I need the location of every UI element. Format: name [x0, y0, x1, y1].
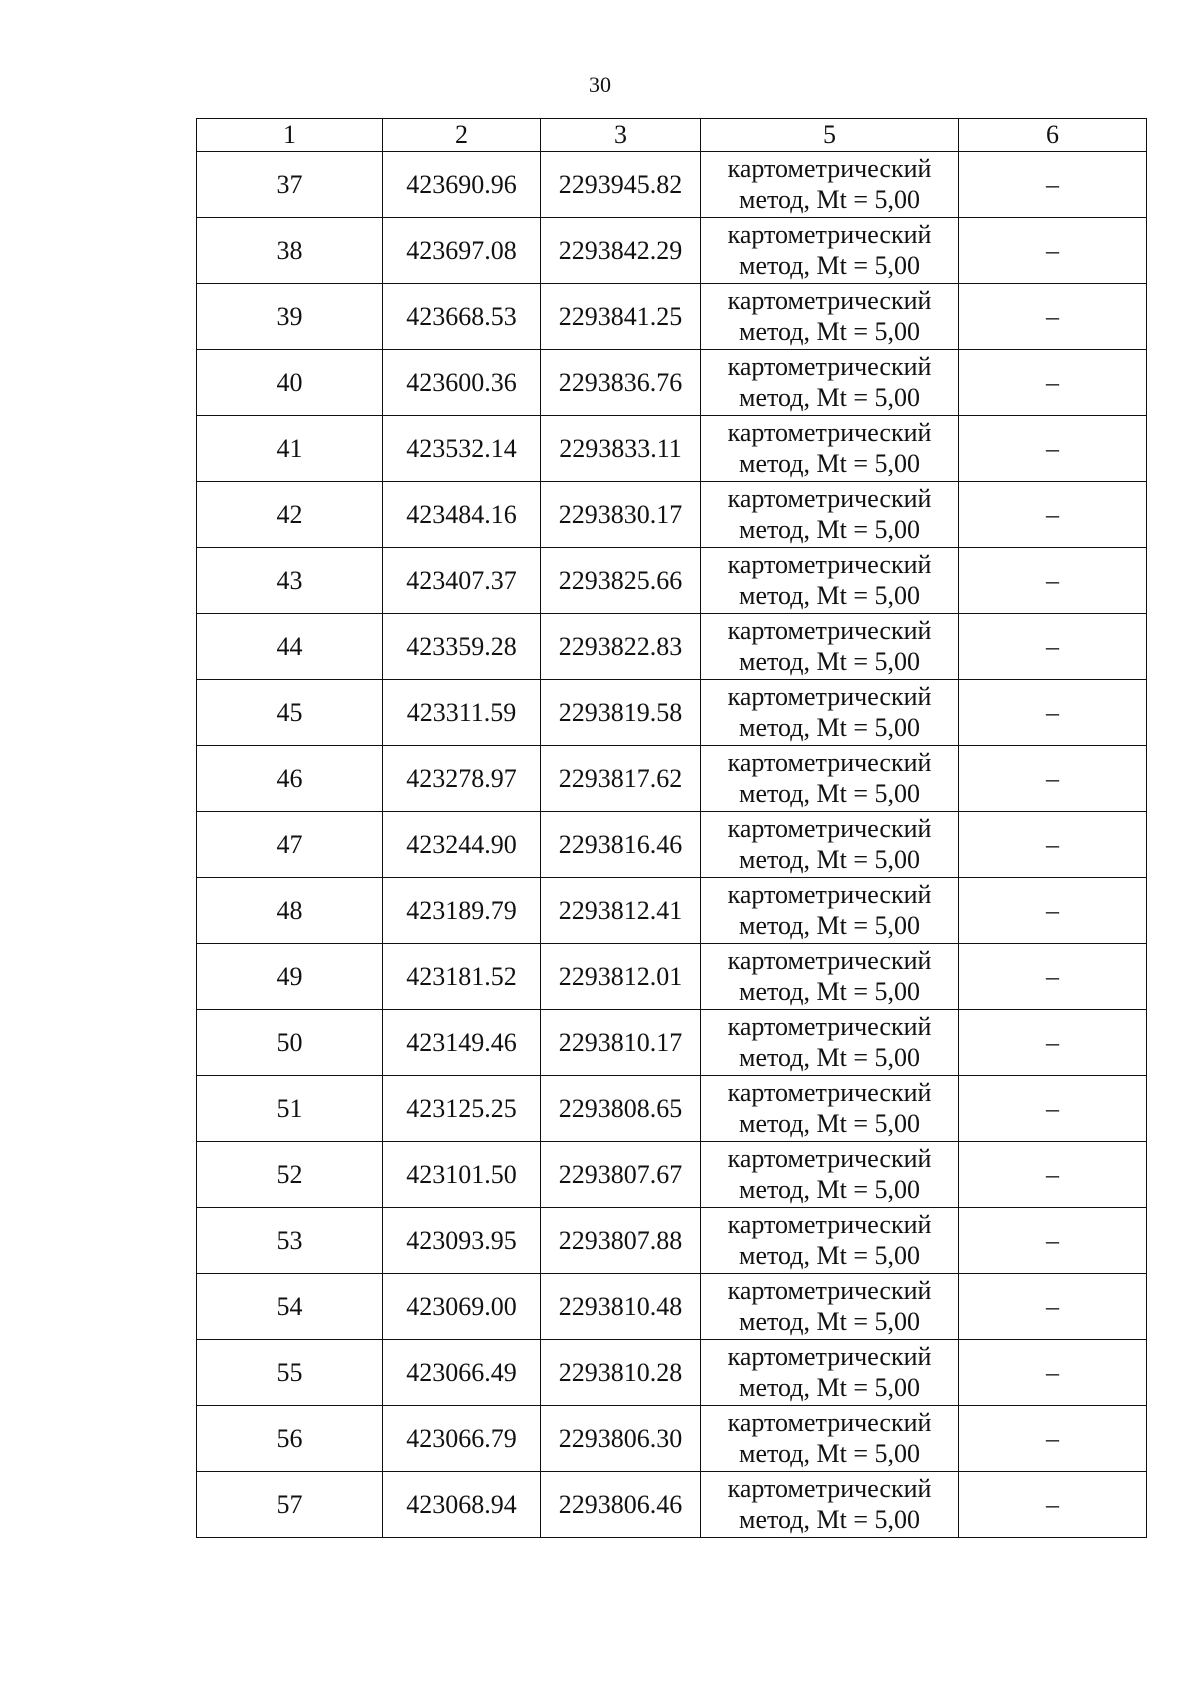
point-number-cell: 50: [197, 1010, 383, 1076]
method-text: [728, 1341, 932, 1403]
point-number-cell: 49: [197, 944, 383, 1010]
header-row: [197, 119, 1147, 152]
method-line-1: картометрический: [727, 1342, 932, 1371]
table-row: [197, 152, 1147, 218]
method-line-2: метод, Mt = 5,00: [739, 251, 920, 280]
method-line-2: метод, Mt = 5,00: [739, 713, 920, 742]
method-line-1: картометрический: [727, 1210, 932, 1239]
note-cell: [959, 1406, 1147, 1472]
coordinates-table: [196, 118, 1147, 1538]
method-line-2: метод, Mt = 5,00: [739, 1505, 920, 1534]
header-col-3: 3: [541, 119, 701, 152]
method-cell: [701, 482, 959, 548]
note-dash: –: [1046, 631, 1059, 661]
table-row: [197, 284, 1147, 350]
y-coordinate-cell: 2293945.82: [541, 152, 701, 218]
x-coordinate-cell: 423181.52: [383, 944, 541, 1010]
method-cell: [701, 284, 959, 350]
y-coordinate-cell: 2293806.30: [541, 1406, 701, 1472]
method-line-1: картометрический: [727, 1474, 932, 1503]
header-col-1: 1: [197, 119, 383, 152]
note-cell: [959, 548, 1147, 614]
method-text: [728, 879, 932, 941]
note-dash: –: [1046, 433, 1059, 463]
method-cell: [701, 812, 959, 878]
method-text: [728, 417, 932, 479]
method-line-1: картометрический: [727, 1078, 932, 1107]
point-number-cell: 44: [197, 614, 383, 680]
point-number-cell: 52: [197, 1142, 383, 1208]
note-cell: [959, 416, 1147, 482]
method-line-1: картометрический: [727, 682, 932, 711]
method-cell: [701, 350, 959, 416]
table-row: [197, 1076, 1147, 1142]
point-number-cell: 37: [197, 152, 383, 218]
point-number-cell: 41: [197, 416, 383, 482]
method-cell: [701, 548, 959, 614]
note-dash: –: [1046, 1357, 1059, 1387]
y-coordinate-cell: 2293833.11: [541, 416, 701, 482]
note-dash: –: [1046, 301, 1059, 331]
method-line-2: метод, Mt = 5,00: [739, 515, 920, 544]
method-line-2: метод, Mt = 5,00: [739, 581, 920, 610]
point-number-cell: 54: [197, 1274, 383, 1340]
x-coordinate-cell: 423311.59: [383, 680, 541, 746]
x-coordinate-cell: 423278.97: [383, 746, 541, 812]
method-cell: [701, 746, 959, 812]
x-coordinate-cell: 423066.49: [383, 1340, 541, 1406]
note-cell: [959, 812, 1147, 878]
note-dash: –: [1046, 829, 1059, 859]
method-line-1: картометрический: [727, 286, 932, 315]
method-text: [728, 1407, 932, 1469]
method-line-2: метод, Mt = 5,00: [739, 185, 920, 214]
y-coordinate-cell: 2293812.01: [541, 944, 701, 1010]
method-text: [728, 153, 932, 215]
note-dash: –: [1046, 961, 1059, 991]
header-col-6: 6: [959, 119, 1147, 152]
note-cell: [959, 284, 1147, 350]
table-row: [197, 1340, 1147, 1406]
method-text: [728, 351, 932, 413]
table-row: [197, 350, 1147, 416]
y-coordinate-cell: 2293810.28: [541, 1340, 701, 1406]
method-line-1: картометрический: [727, 1144, 932, 1173]
point-number-cell: 51: [197, 1076, 383, 1142]
method-cell: [701, 218, 959, 284]
page-number: 30: [589, 72, 611, 97]
table-row: [197, 1406, 1147, 1472]
x-coordinate-cell: 423668.53: [383, 284, 541, 350]
method-cell: [701, 1472, 959, 1538]
y-coordinate-cell: 2293806.46: [541, 1472, 701, 1538]
table-row: [197, 680, 1147, 746]
method-line-1: картометрический: [727, 154, 932, 183]
table-row: [197, 1472, 1147, 1538]
x-coordinate-cell: 423600.36: [383, 350, 541, 416]
method-line-2: метод, Mt = 5,00: [739, 977, 920, 1006]
x-coordinate-cell: 423066.79: [383, 1406, 541, 1472]
table-body: [197, 152, 1147, 1538]
method-line-2: метод, Mt = 5,00: [739, 779, 920, 808]
x-coordinate-cell: 423093.95: [383, 1208, 541, 1274]
note-cell: [959, 1076, 1147, 1142]
method-line-1: картометрический: [727, 484, 932, 513]
point-number-cell: 53: [197, 1208, 383, 1274]
point-number-cell: 38: [197, 218, 383, 284]
method-cell: [701, 152, 959, 218]
note-cell: [959, 1274, 1147, 1340]
point-number-cell: 55: [197, 1340, 383, 1406]
method-line-1: картометрический: [727, 550, 932, 579]
point-number-cell: 39: [197, 284, 383, 350]
note-cell: [959, 1142, 1147, 1208]
x-coordinate-cell: 423068.94: [383, 1472, 541, 1538]
method-cell: [701, 1208, 959, 1274]
y-coordinate-cell: 2293812.41: [541, 878, 701, 944]
table-row: [197, 1142, 1147, 1208]
method-cell: [701, 680, 959, 746]
x-coordinate-cell: 423359.28: [383, 614, 541, 680]
method-text: [728, 681, 932, 743]
note-dash: –: [1046, 367, 1059, 397]
point-number-cell: 43: [197, 548, 383, 614]
table-row: [197, 218, 1147, 284]
method-cell: [701, 1076, 959, 1142]
method-cell: [701, 1274, 959, 1340]
y-coordinate-cell: 2293807.67: [541, 1142, 701, 1208]
method-text: [728, 1143, 932, 1205]
x-coordinate-cell: 423189.79: [383, 878, 541, 944]
note-cell: [959, 1340, 1147, 1406]
table-row: [197, 482, 1147, 548]
point-number-cell: 56: [197, 1406, 383, 1472]
table-row: [197, 1010, 1147, 1076]
point-number-cell: 47: [197, 812, 383, 878]
method-line-2: метод, Mt = 5,00: [739, 911, 920, 940]
method-text: [728, 1275, 932, 1337]
note-dash: –: [1046, 697, 1059, 727]
method-text: [728, 747, 932, 809]
method-line-2: метод, Mt = 5,00: [739, 1109, 920, 1138]
x-coordinate-cell: 423697.08: [383, 218, 541, 284]
y-coordinate-cell: 2293810.48: [541, 1274, 701, 1340]
y-coordinate-cell: 2293817.62: [541, 746, 701, 812]
method-cell: [701, 614, 959, 680]
note-dash: –: [1046, 235, 1059, 265]
table-row: [197, 746, 1147, 812]
note-dash: –: [1046, 895, 1059, 925]
method-line-2: метод, Mt = 5,00: [739, 1241, 920, 1270]
y-coordinate-cell: 2293842.29: [541, 218, 701, 284]
method-cell: [701, 944, 959, 1010]
method-line-1: картометрический: [727, 352, 932, 381]
point-number-cell: 40: [197, 350, 383, 416]
method-line-1: картометрический: [727, 418, 932, 447]
method-line-2: метод, Mt = 5,00: [739, 1307, 920, 1336]
note-cell: [959, 1472, 1147, 1538]
note-cell: [959, 1010, 1147, 1076]
method-line-2: метод, Mt = 5,00: [739, 317, 920, 346]
y-coordinate-cell: 2293816.46: [541, 812, 701, 878]
y-coordinate-cell: 2293819.58: [541, 680, 701, 746]
method-line-2: метод, Mt = 5,00: [739, 845, 920, 874]
method-line-2: метод, Mt = 5,00: [739, 1373, 920, 1402]
header-col-2: 2: [383, 119, 541, 152]
method-line-2: метод, Mt = 5,00: [739, 449, 920, 478]
y-coordinate-cell: 2293841.25: [541, 284, 701, 350]
method-line-1: картометрический: [727, 1408, 932, 1437]
note-cell: [959, 482, 1147, 548]
note-dash: –: [1046, 1423, 1059, 1453]
table-header: [197, 119, 1147, 152]
method-line-1: картометрический: [727, 814, 932, 843]
method-cell: [701, 1406, 959, 1472]
point-number-cell: 48: [197, 878, 383, 944]
method-cell: [701, 878, 959, 944]
note-cell: [959, 680, 1147, 746]
x-coordinate-cell: 423244.90: [383, 812, 541, 878]
point-number-cell: 45: [197, 680, 383, 746]
method-text: [728, 285, 932, 347]
table-row: [197, 416, 1147, 482]
table-row: [197, 1208, 1147, 1274]
table-row: [197, 944, 1147, 1010]
x-coordinate-cell: 423532.14: [383, 416, 541, 482]
header-col-5: 5: [701, 119, 959, 152]
method-text: [728, 219, 932, 281]
x-coordinate-cell: 423125.25: [383, 1076, 541, 1142]
method-line-1: картометрический: [727, 880, 932, 909]
method-line-2: метод, Mt = 5,00: [739, 1175, 920, 1204]
y-coordinate-cell: 2293808.65: [541, 1076, 701, 1142]
note-dash: –: [1046, 763, 1059, 793]
note-dash: –: [1046, 1027, 1059, 1057]
note-dash: –: [1046, 1093, 1059, 1123]
y-coordinate-cell: 2293807.88: [541, 1208, 701, 1274]
table-row: [197, 614, 1147, 680]
note-cell: [959, 350, 1147, 416]
point-number-cell: 57: [197, 1472, 383, 1538]
note-dash: –: [1046, 1489, 1059, 1519]
method-cell: [701, 1142, 959, 1208]
method-text: [728, 1473, 932, 1535]
method-cell: [701, 416, 959, 482]
method-line-1: картометрический: [727, 1276, 932, 1305]
method-line-2: метод, Mt = 5,00: [739, 647, 920, 676]
note-dash: –: [1046, 1225, 1059, 1255]
method-text: [728, 945, 932, 1007]
x-coordinate-cell: 423407.37: [383, 548, 541, 614]
x-coordinate-cell: 423690.96: [383, 152, 541, 218]
x-coordinate-cell: 423069.00: [383, 1274, 541, 1340]
table-row: [197, 878, 1147, 944]
note-dash: –: [1046, 1159, 1059, 1189]
y-coordinate-cell: 2293836.76: [541, 350, 701, 416]
y-coordinate-cell: 2293810.17: [541, 1010, 701, 1076]
point-number-cell: 42: [197, 482, 383, 548]
y-coordinate-cell: 2293830.17: [541, 482, 701, 548]
y-coordinate-cell: 2293822.83: [541, 614, 701, 680]
table-row: [197, 812, 1147, 878]
method-text: [728, 1209, 932, 1271]
x-coordinate-cell: 423149.46: [383, 1010, 541, 1076]
note-cell: [959, 1208, 1147, 1274]
note-dash: –: [1046, 169, 1059, 199]
method-text: [728, 813, 932, 875]
method-line-1: картометрический: [727, 946, 932, 975]
table-row: [197, 548, 1147, 614]
method-line-1: картометрический: [727, 220, 932, 249]
note-cell: [959, 878, 1147, 944]
method-line-1: картометрический: [727, 1012, 932, 1041]
note-cell: [959, 614, 1147, 680]
method-text: [728, 615, 932, 677]
method-line-2: метод, Mt = 5,00: [739, 1043, 920, 1072]
note-cell: [959, 152, 1147, 218]
note-dash: –: [1046, 1291, 1059, 1321]
method-line-2: метод, Mt = 5,00: [739, 383, 920, 412]
x-coordinate-cell: 423484.16: [383, 482, 541, 548]
method-line-1: картометрический: [727, 748, 932, 777]
method-text: [728, 483, 932, 545]
method-cell: [701, 1010, 959, 1076]
x-coordinate-cell: 423101.50: [383, 1142, 541, 1208]
table-row: [197, 1274, 1147, 1340]
note-dash: –: [1046, 499, 1059, 529]
method-line-2: метод, Mt = 5,00: [739, 1439, 920, 1468]
note-dash: –: [1046, 565, 1059, 595]
note-cell: [959, 746, 1147, 812]
note-cell: [959, 218, 1147, 284]
note-cell: [959, 944, 1147, 1010]
method-text: [728, 1011, 932, 1073]
method-cell: [701, 1340, 959, 1406]
point-number-cell: 46: [197, 746, 383, 812]
method-text: [728, 549, 932, 611]
y-coordinate-cell: 2293825.66: [541, 548, 701, 614]
method-text: [728, 1077, 932, 1139]
method-line-1: картометрический: [727, 616, 932, 645]
